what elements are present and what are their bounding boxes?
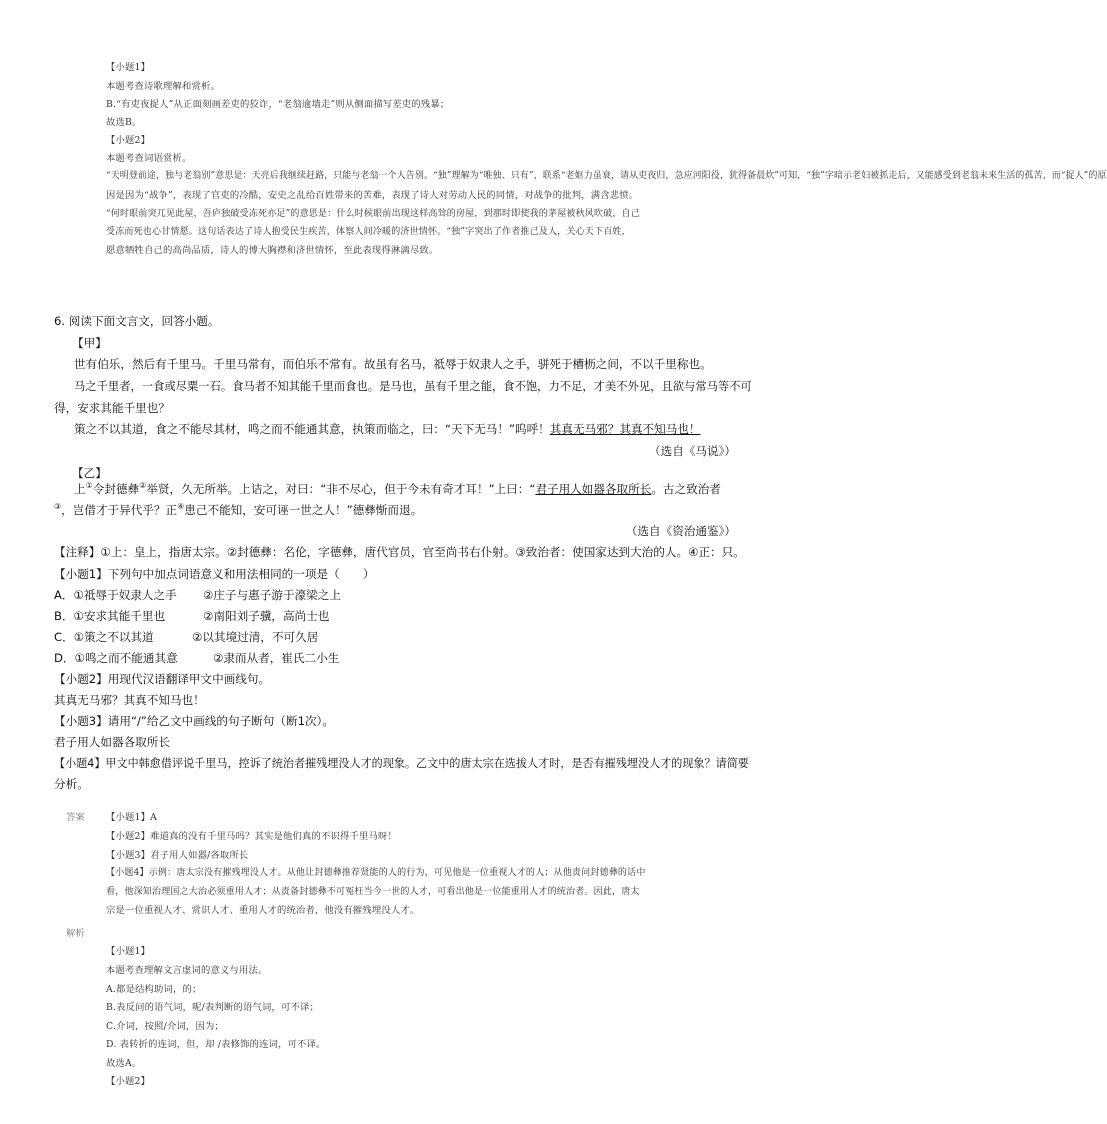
passage-jia-label: 【甲】 [72,336,107,350]
sec1-line: 故选B。 [106,117,142,128]
answer-line: 宗是一位重视人才、赏识人才、重用人才的统治者，他没有摧残埋没人才。 [106,905,420,916]
yi-text: ，岂借才于异代乎？正 [61,503,178,517]
analysis-line: C.介词，按照/介词，因为； [106,1021,224,1032]
analysis-line: A.都是结构助词，的； [106,984,202,995]
option-d-1: D．①鸣之而不能通其意 [54,651,178,665]
answer-line: 看，他深知治理国之大治必须重用人才；从责备封德彝不可冤枉当今一世的人才，可看出他是一位能重用人才的统治者。因此，唐太 [106,887,640,897]
subquestion-4-cont: 分析。 [54,777,89,791]
sec1-line: 本题考查诗歌理解和赏析。 [106,81,220,92]
analysis-tag: 解析 [66,928,85,939]
note-marker: ① [85,481,93,491]
passage-jia-p2b: 得，安求其能千里也？ [54,401,170,415]
sec1-line: 【小题1】 [106,62,151,73]
source-mashuo: （选自《马说》） [649,444,736,458]
answer-line: 【小题2】难道真的没有千里马吗？其实是他们真的不识得千里马呀！ [106,831,398,842]
notes: 【注释】①上：皇上，指唐太宗。②封德彝：名伦，字德彝，唐代官员，官至尚书右仆射。③致治者：使国家达到大治的人。④正：只。 [54,545,745,559]
passage-jia-p3-text: 策之不以其道，食之不能尽其材，鸣之而不能通其意，执策而临之，曰：“天下无马！”呜呼！ [74,422,550,436]
option-c-1: C．①策之不以其道 [54,630,154,644]
option-b-1: B．①安求其能千里也 [54,609,166,623]
analysis-line: 故选A。 [106,1058,142,1069]
sec1-line: “天明登前途，独与老翁别”意思是：天亮后我继续赶路，只能与老翁一个人告别。“独”理解为“唯独、只有”，联系“老妪力虽衰，请从吏夜归，急应河阳役，犹得备晨炊”可知，“独”字暗示老妇被抓走后，又能感受到老翁未来生活的孤苦，而“捉人”的原 [106,171,1107,181]
passage-yi-p2 [54,502,422,518]
sec1-line: “何时眼前突兀见此屋，吾庐独破受冻死亦足”的意思是：什么时候眼前出现这样高耸的房屋，到那时即使我的茅屋被秋风吹破，自己 [106,209,641,219]
note-marker: ② [139,481,147,491]
answer-line: 【小题3】君子用人如器/各取所长 [106,850,249,861]
yi-text: 上 [74,482,86,496]
analysis-line: 【小题1】 [106,946,151,957]
analysis-line: D. 表转折的连词，但，却 /表修饰的连词，可不译。 [106,1039,326,1050]
option-a-2: ②庄子与惠子游于濠梁之上 [203,588,341,602]
sec1-line: 因是因为“战争”，表现了官吏的冷酷，安史之乱给百姓带来的苦难，表现了诗人对劳动人民的同情，对战争的批判，满含悲愤。 [106,190,639,201]
subquestion-4: 【小题4】甲文中韩愈借评说千里马，控诉了统治者摧残埋没人才的现象。乙文中的唐太宗在选拔人才时，是否有摧残埋没人才的现象？请简要 [54,757,749,770]
yi-text: 患己不能知，安可诬一世之人！”德彝惭而退。 [184,503,423,517]
question-stem: 6. 阅读下面文言文，回答小题。 [54,314,220,328]
yi-text: 。古之致治者 [651,482,721,496]
analysis-line: 本题考查理解文言虚词的意义与用法。 [106,965,268,976]
option-c-2: ②以其境过清，不可久居 [192,630,319,644]
subquestion-3-text: 君子用人如器各取所长 [54,735,170,749]
passage-jia-p3 [74,421,701,437]
note-marker: ④ [177,502,185,512]
underlined-sentence-yi: 君子用人如器各取所长 [535,482,652,496]
option-d-2: ②隶而从者，崔氏二小生 [213,651,340,665]
subquestion-2-text: 其真无马邪？其真不知马也！ [54,693,205,707]
answer-line: 【小题1】A [106,812,158,823]
note-marker: ③ [54,502,62,512]
subquestion-2: 【小题2】用现代汉语翻译甲文中画线句。 [54,672,271,686]
answer-tag: 答案 [66,812,85,823]
source-zizhitongjian: （选自《资治通鉴》） [625,524,736,538]
underlined-sentence-jia: 其真无马邪？其真不知马也！ [549,422,701,436]
option-b-2: ②南阳刘子骥，高尚士也 [203,609,330,623]
sec1-line: 本题考查词语赏析。 [106,153,192,164]
sec1-line: 受冻而死也心甘情愿。这句话表达了诗人抱受民生疾苦，体察人间冷暖的济世情怀。“独”字突出了作者推己及人，关心天下百姓， [106,227,631,237]
analysis-line: 【小题2】 [106,1076,151,1087]
yi-text: 令封德彝 [92,482,140,496]
passage-jia-p2a: 马之千里者，一食或尽粟一石。食马者不知其能千里而食也。是马也，虽有千里之能，食不饱，力不足，才美不外见，且欲与常马等不可 [74,380,752,393]
analysis-line: B.表反问的语气词，呢/表判断的语气词，可不译； [106,1002,319,1013]
sec1-line: 愿意牺牲自己的高尚品质，诗人的博大胸襟和济世情怀，至此表现得淋漓尽致。 [106,245,439,256]
answer-line: 【小题4】示例：唐太宗没有摧残埋没人才。从他让封德彝推荐贤能的人的行为，可见他是一位重视人才的人；从他责问封德彝的话中 [106,868,646,878]
passage-yi-label: 【乙】 [72,466,107,480]
yi-text: 举贤，久无所举。上诘之，对曰：“非不尽心，但于今未有奇才耳！”上曰：“ [146,482,536,496]
sec1-line: 【小题2】 [106,135,151,146]
passage-jia-p1: 世有伯乐，然后有千里马。千里马常有，而伯乐不常有。故虽有名马，祗辱于奴隶人之手，骈死于槽枥之间，不以千里称也。 [74,357,712,371]
passage-yi-p1 [74,481,721,497]
subquestion-1: 【小题1】下列句中加点词语意义和用法相同的一项是（ ） [54,567,375,581]
option-a-1: A．①祗辱于奴隶人之手 [54,588,177,602]
subquestion-3: 【小题3】请用“/”给乙文中画线的句子断句（断1次）。 [54,714,334,728]
sec1-line: B.“有吏夜捉人”从正面刻画差吏的狡诈，“老翁逾墙走”则从侧面描写差吏的残暴； [106,99,450,110]
